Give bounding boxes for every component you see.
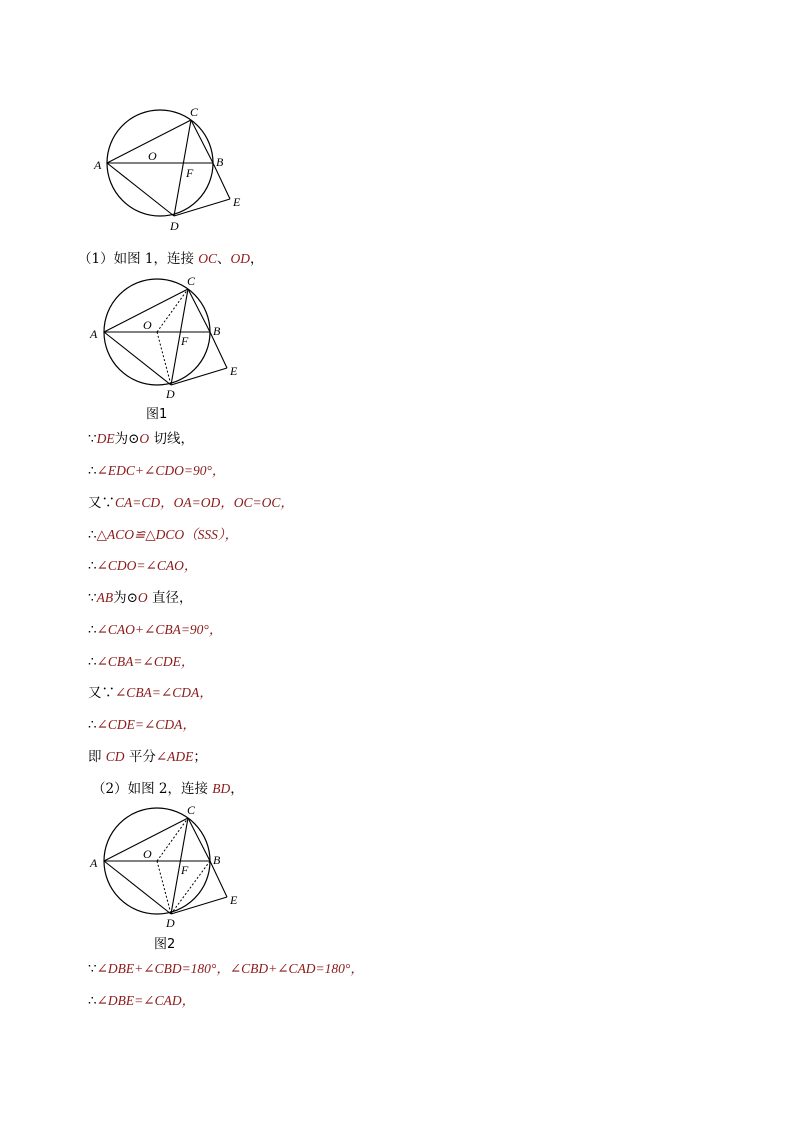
text-segment: 为⊙ — [114, 431, 140, 447]
math-expression: OC — [198, 251, 218, 266]
math-expression: ∠CDE=∠CDA， — [96, 717, 196, 732]
proof-line — [88, 959, 364, 979]
text-segment: 、 — [217, 251, 231, 267]
text-segment: 又∵ — [88, 495, 115, 511]
label-a: A — [90, 856, 98, 870]
proof-line — [88, 991, 195, 1011]
label-e: E — [230, 893, 238, 907]
math-expression: ∠DBE=∠CAD， — [96, 993, 196, 1008]
label-c: C — [187, 803, 196, 817]
math-expression: OD — [230, 251, 251, 266]
label-b: B — [216, 155, 224, 169]
label-a: A — [94, 158, 102, 172]
text-segment: ∴ — [88, 654, 97, 670]
math-expression: ∠CBA=∠CDE， — [96, 654, 195, 669]
text-segment: （2）如图 2，连接 — [92, 781, 213, 797]
math-expression: O — [139, 431, 150, 446]
text-segment: ； — [193, 749, 207, 765]
math-expression: ∠ADE — [155, 749, 194, 764]
text-segment: ∴ — [88, 622, 97, 638]
math-expression: BD — [212, 781, 231, 796]
label-b: B — [213, 853, 221, 867]
text-segment: ∴ — [88, 527, 97, 543]
text-segment: ∵ — [88, 961, 97, 977]
label-d: D — [170, 219, 179, 233]
label-f: F — [186, 166, 194, 180]
math-expression: CD — [105, 749, 125, 764]
text-segment: 直径， — [147, 590, 193, 606]
text-segment: ∵ — [88, 590, 97, 606]
text-segment: ∴ — [88, 993, 97, 1009]
label-c: C — [187, 274, 196, 288]
text-segment: ∴ — [88, 463, 97, 479]
figure-1-caption: 图1 — [146, 407, 168, 422]
text-segment: ∵ — [88, 431, 97, 447]
label-c: C — [190, 105, 199, 119]
label-o: O — [143, 847, 152, 861]
label-e: E — [233, 195, 241, 209]
label-o: O — [143, 318, 152, 332]
label-d: D — [166, 387, 175, 401]
text-segment: ∴ — [88, 558, 97, 574]
text-segment: 又∵ — [88, 685, 115, 701]
label-d: D — [166, 916, 175, 930]
text-segment: ∴ — [88, 717, 97, 733]
math-expression: AB — [96, 590, 114, 605]
math-expression: ∠DBE+∠CBD=180°，∠CBD+∠CAD=180°， — [96, 961, 364, 976]
geometry-diagram-2 — [0, 0, 300, 940]
math-expression: ∠CBA=∠CDA， — [115, 685, 213, 700]
label-e: E — [230, 364, 238, 378]
label-f: F — [181, 863, 189, 877]
text-segment: 为⊙ — [113, 590, 138, 606]
label-f: F — [181, 334, 189, 348]
text-segment: 切线， — [149, 431, 194, 447]
text-segment: （1）如图 1，连接 — [78, 251, 199, 267]
text-segment: ， — [250, 251, 264, 267]
text-segment: 即 — [88, 749, 106, 765]
label-a: A — [90, 327, 98, 341]
math-expression: CA=CD，OA=OD，OC=OC， — [115, 495, 294, 510]
figure-2-caption: 图2 — [154, 937, 176, 952]
text-segment: 平分 — [124, 749, 156, 765]
math-expression: O — [137, 590, 148, 605]
math-expression: ∠CAO+∠CBA=90°， — [96, 622, 223, 637]
text-segment: ， — [230, 781, 244, 797]
math-expression: DE — [96, 431, 115, 446]
label-b: B — [213, 324, 221, 338]
math-expression: ∠CDO=∠CAO， — [96, 558, 198, 573]
label-o: O — [148, 149, 157, 163]
math-expression: △ACO≌△DCO（SSS）， — [96, 527, 239, 542]
math-expression: ∠EDC+∠CDO=90°， — [96, 463, 226, 478]
